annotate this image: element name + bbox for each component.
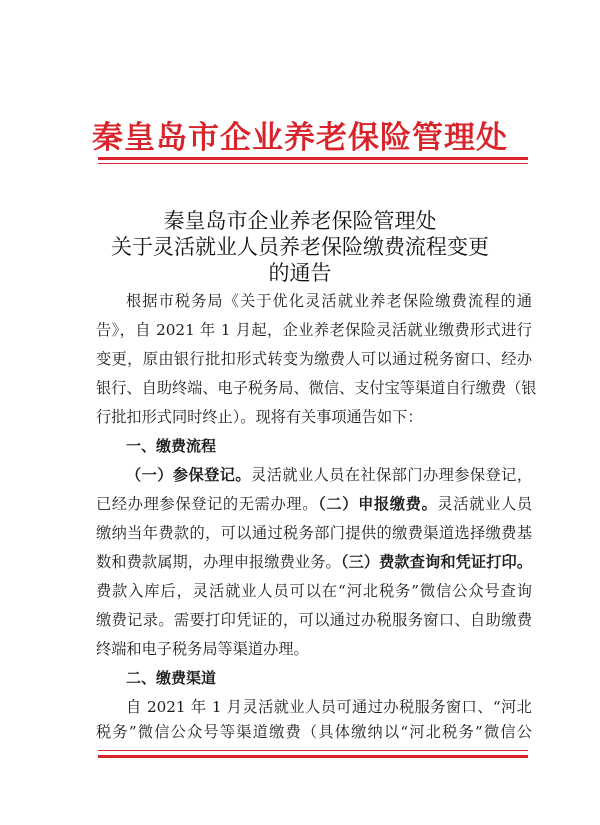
notice-title-line-2: 关于灵活就业人员养老保险缴费流程变更 (111, 235, 489, 259)
intro-line: 变更，原由银行批扣形式转变为缴费人可以通过税务窗口、经办 (96, 350, 532, 368)
item-label-declare: （二）申报缴费。 (318, 495, 438, 513)
text-span: 灵活就业人员 (437, 495, 533, 513)
letterhead-red-rule-thick (98, 157, 528, 160)
item-label-query-print: （三）费款查询和凭证打印。 (340, 553, 533, 571)
section-heading-channels: 二、缴费渠道 (126, 669, 217, 687)
intro-line: 行批扣形式同时终止）。现将有关事项通告如下： (96, 408, 423, 426)
letterhead-red-rule-thin (98, 163, 528, 164)
text-span: 灵活就业人员在社保部门办理参保登记， (251, 466, 533, 484)
text-span: 已经办理参保登记的无需办理。 (96, 495, 319, 513)
process-para-line: 终端和电子税务局等渠道办理。 (96, 640, 309, 658)
process-para-line: 缴纳当年费款的，可以通过税务部门提供的缴费渠道选择缴费基 (96, 524, 532, 542)
intro-line: 告》，自 2021 年 1 月起，企业养老保险灵活就业缴费形式进行 (96, 321, 532, 339)
item-label-registration: （一）参保登记。 (126, 466, 252, 484)
process-para-line (96, 551, 532, 573)
footer-red-rule-thin (98, 750, 528, 751)
text-span: 数和费款属期，办理申报缴费业务。 (96, 553, 341, 571)
footer-red-rule-thick (98, 755, 528, 758)
notice-title-line-3: 的通告 (268, 261, 332, 285)
channels-para-line: 自 2021 年 1 月灵活就业人员可通过办税服务窗口、“河北 (126, 698, 532, 716)
letterhead-title: 秦皇岛市企业养老保险管理处 (92, 120, 508, 156)
process-para-line: 缴费记录。需要打印凭证的，可以通过办税服务窗口、自助缴费 (96, 611, 532, 629)
channels-para-line: 税务”微信公众号等渠道缴费（具体缴纳以“河北税务”微信公 (96, 723, 532, 741)
process-para-line (96, 493, 532, 515)
process-para-line (126, 464, 532, 486)
intro-line: 银行、自助终端、电子税务局、微信、支付宝等渠道自行缴费（银 (96, 379, 537, 397)
notice-title-line-1: 秦皇岛市企业养老保险管理处 (163, 209, 437, 233)
intro-line: 根据市税务局《关于优化灵活就业养老保险缴费流程的通 (126, 292, 532, 310)
process-para-line: 费款入库后，灵活就业人员可以在“河北税务”微信公众号查询 (96, 582, 532, 600)
section-heading-process: 一、缴费流程 (126, 437, 217, 455)
